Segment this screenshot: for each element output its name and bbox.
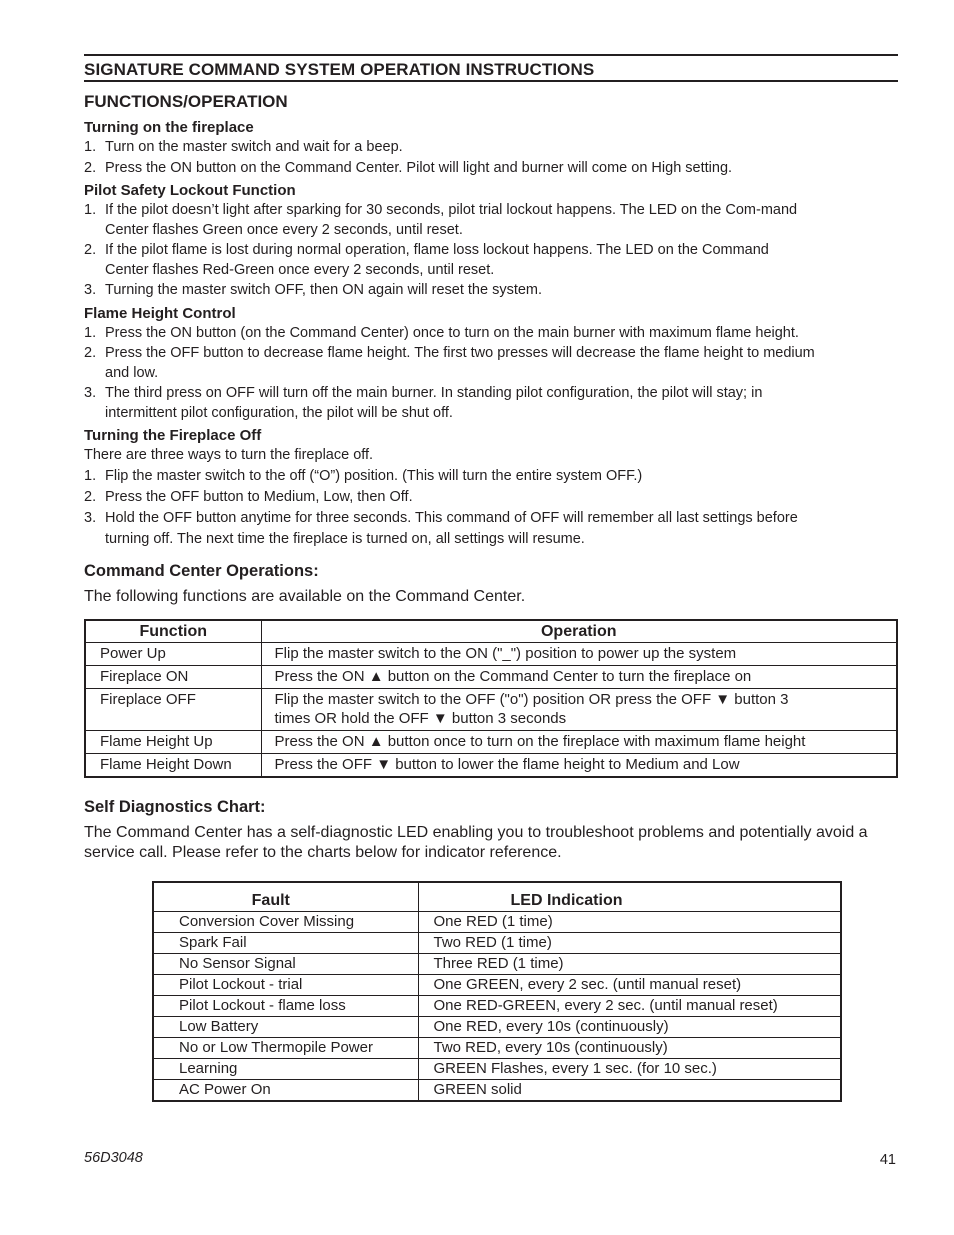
fault-cell: Spark Fail — [153, 933, 418, 954]
list-item — [84, 159, 815, 179]
table-row — [85, 731, 897, 754]
command-center-title: Command Center Operations: — [84, 562, 319, 580]
list-item — [84, 467, 815, 487]
flame-height-title: Flame Height Control — [84, 304, 236, 322]
list-number: 1. — [84, 324, 97, 341]
table-header-row — [85, 620, 897, 643]
list-number: 1. — [84, 202, 97, 218]
function-cell: Fireplace OFF — [85, 689, 261, 731]
list-item — [84, 384, 815, 423]
fault-cell: AC Power On — [153, 1080, 418, 1102]
list-number: 3. — [84, 510, 97, 526]
list-text: Turn on the master switch and wait for a beep. — [105, 139, 403, 155]
fault-cell: Low Battery — [153, 1017, 418, 1038]
list-text: Press the ON button (on the Command Center) once to turn on the main burner with maximum flame height. — [105, 324, 799, 341]
section-title: FUNCTIONS/OPERATION — [84, 92, 288, 111]
list-number: 2. — [84, 345, 97, 361]
led-cell: One RED-GREEN, every 2 sec. (until manual reset) — [418, 996, 841, 1017]
list-text: Flip the master switch to the off (“O”) position. (This will turn the entire system OFF.) — [105, 468, 643, 484]
document-number: 56D3048 — [84, 1150, 143, 1166]
pilot-safety-title: Pilot Safety Lockout Function — [84, 182, 296, 199]
operation-cell: Flip the master switch to the ON ("_") position to power up the system — [261, 643, 897, 666]
turning-off-title: Turning the Fireplace Off — [84, 427, 262, 444]
operation-cell: Flip the master switch to the OFF ("o") position OR press the OFF ▼ button 3 times OR hold the OFF ▼ button 3 seconds — [261, 689, 897, 731]
table-row — [153, 912, 841, 933]
column-header-operation: Operation — [261, 620, 897, 643]
fault-cell: No or Low Thermopile Power — [153, 1038, 418, 1059]
table-row — [153, 1059, 841, 1080]
list-item — [84, 324, 815, 344]
table-row — [153, 996, 841, 1017]
list-item — [84, 201, 815, 240]
function-table — [84, 619, 898, 778]
list-text: If the pilot flame is lost during normal operation, flame loss lockout happens. The LED on the Command Center flashes Red-Green once every 2 seconds, until reset. — [105, 242, 769, 278]
led-cell: Two RED (1 time) — [418, 933, 841, 954]
led-cell: One RED (1 time) — [418, 912, 841, 933]
operation-cell: Press the ON ▲ button on the Command Center to turn the fireplace on — [261, 666, 897, 689]
page-number: 41 — [879, 1152, 896, 1168]
turning-off-intro: There are three ways to turn the fireplace off. — [84, 447, 374, 463]
table-row — [153, 975, 841, 996]
page-content — [84, 54, 898, 1102]
list-item — [84, 508, 815, 550]
list-text: Press the ON button on the Command Center. Pilot will light and burner will come on High setting. — [105, 159, 733, 176]
list-item — [84, 241, 815, 280]
list-item — [84, 344, 815, 383]
pilot-safety-list — [84, 201, 898, 301]
column-header-fault: Fault — [153, 882, 418, 912]
operation-cell: Press the ON ▲ button once to turn on the fireplace with maximum flame height — [261, 731, 897, 754]
fault-table — [152, 881, 842, 1102]
function-cell: Power Up — [85, 643, 261, 666]
table-row — [85, 754, 897, 778]
column-header-function: Function — [85, 620, 261, 643]
function-cell: Fireplace ON — [85, 666, 261, 689]
led-cell: GREEN Flashes, every 1 sec. (for 10 sec.) — [418, 1059, 841, 1080]
list-text: Press the OFF button to Medium, Low, then Off. — [105, 488, 413, 505]
list-text: If the pilot doesn’t light after sparking for 30 seconds, pilot trial lockout happens. The LED on the Com-mand Center flashes Green once every 2 seconds, until reset. — [105, 202, 798, 238]
fault-cell: Conversion Cover Missing — [153, 912, 418, 933]
list-item — [84, 138, 815, 158]
header-title: SIGNATURE COMMAND SYSTEM OPERATION INSTRUCTIONS — [84, 54, 898, 82]
list-text: Turning the master switch OFF, then ON again will reset the system. — [105, 282, 543, 298]
list-number: 1. — [84, 139, 97, 155]
turning-on-title: Turning on the fireplace — [84, 119, 254, 136]
led-cell: One GREEN, every 2 sec. (until manual reset) — [418, 975, 841, 996]
table-row — [153, 1038, 841, 1059]
list-number: 3. — [84, 282, 97, 298]
list-number: 2. — [84, 488, 97, 505]
list-text: The third press on OFF will turn off the main burner. In standing pilot configuration, the pilot will stay; in intermittent pilot configuration, the pilot will be shut off. — [105, 385, 763, 421]
table-row — [85, 666, 897, 689]
list-item — [84, 488, 815, 508]
table-row — [153, 1017, 841, 1038]
list-number: 3. — [84, 385, 97, 401]
function-cell: Flame Height Up — [85, 731, 261, 754]
table-header-row — [153, 882, 841, 912]
self-diagnostics-title: Self Diagnostics Chart: — [84, 798, 266, 816]
flame-height-list — [84, 324, 898, 424]
table-row — [85, 643, 897, 666]
table-row — [153, 954, 841, 975]
fault-cell: No Sensor Signal — [153, 954, 418, 975]
list-number: 2. — [84, 159, 97, 176]
list-text: Hold the OFF button anytime for three seconds. This command of OFF will remember all last settings before turning off. The next time the fireplace is turned on, all settings will resume. — [105, 510, 798, 547]
led-cell: Three RED (1 time) — [418, 954, 841, 975]
table-row — [153, 1080, 841, 1102]
turning-off-list — [84, 467, 898, 550]
function-cell: Flame Height Down — [85, 754, 261, 778]
list-number: 1. — [84, 468, 97, 484]
list-number: 2. — [84, 242, 97, 258]
table-row — [153, 933, 841, 954]
fault-cell: Learning — [153, 1059, 418, 1080]
led-cell: GREEN solid — [418, 1080, 841, 1102]
list-text: Press the OFF button to decrease flame height. The first two presses will decrease the flame height to medium and low. — [105, 345, 815, 381]
command-center-intro: The following functions are available on the Command Center. — [84, 588, 526, 605]
self-diagnostics-intro: The Command Center has a self-diagnostic LED enabling you to troubleshoot problems and potentially avoid a service call. Please refer to the charts below for indicator reference. — [84, 824, 868, 861]
column-header-led: LED Indication — [418, 882, 841, 912]
led-cell: One RED, every 10s (continuously) — [418, 1017, 841, 1038]
operation-cell: Press the OFF ▼ button to lower the flame height to Medium and Low — [261, 754, 897, 778]
led-cell: Two RED, every 10s (continuously) — [418, 1038, 841, 1059]
fault-cell: Pilot Lockout - trial — [153, 975, 418, 996]
turning-on-list — [84, 138, 898, 178]
fault-cell: Pilot Lockout - flame loss — [153, 996, 418, 1017]
list-item — [84, 281, 815, 301]
table-row — [85, 689, 897, 731]
